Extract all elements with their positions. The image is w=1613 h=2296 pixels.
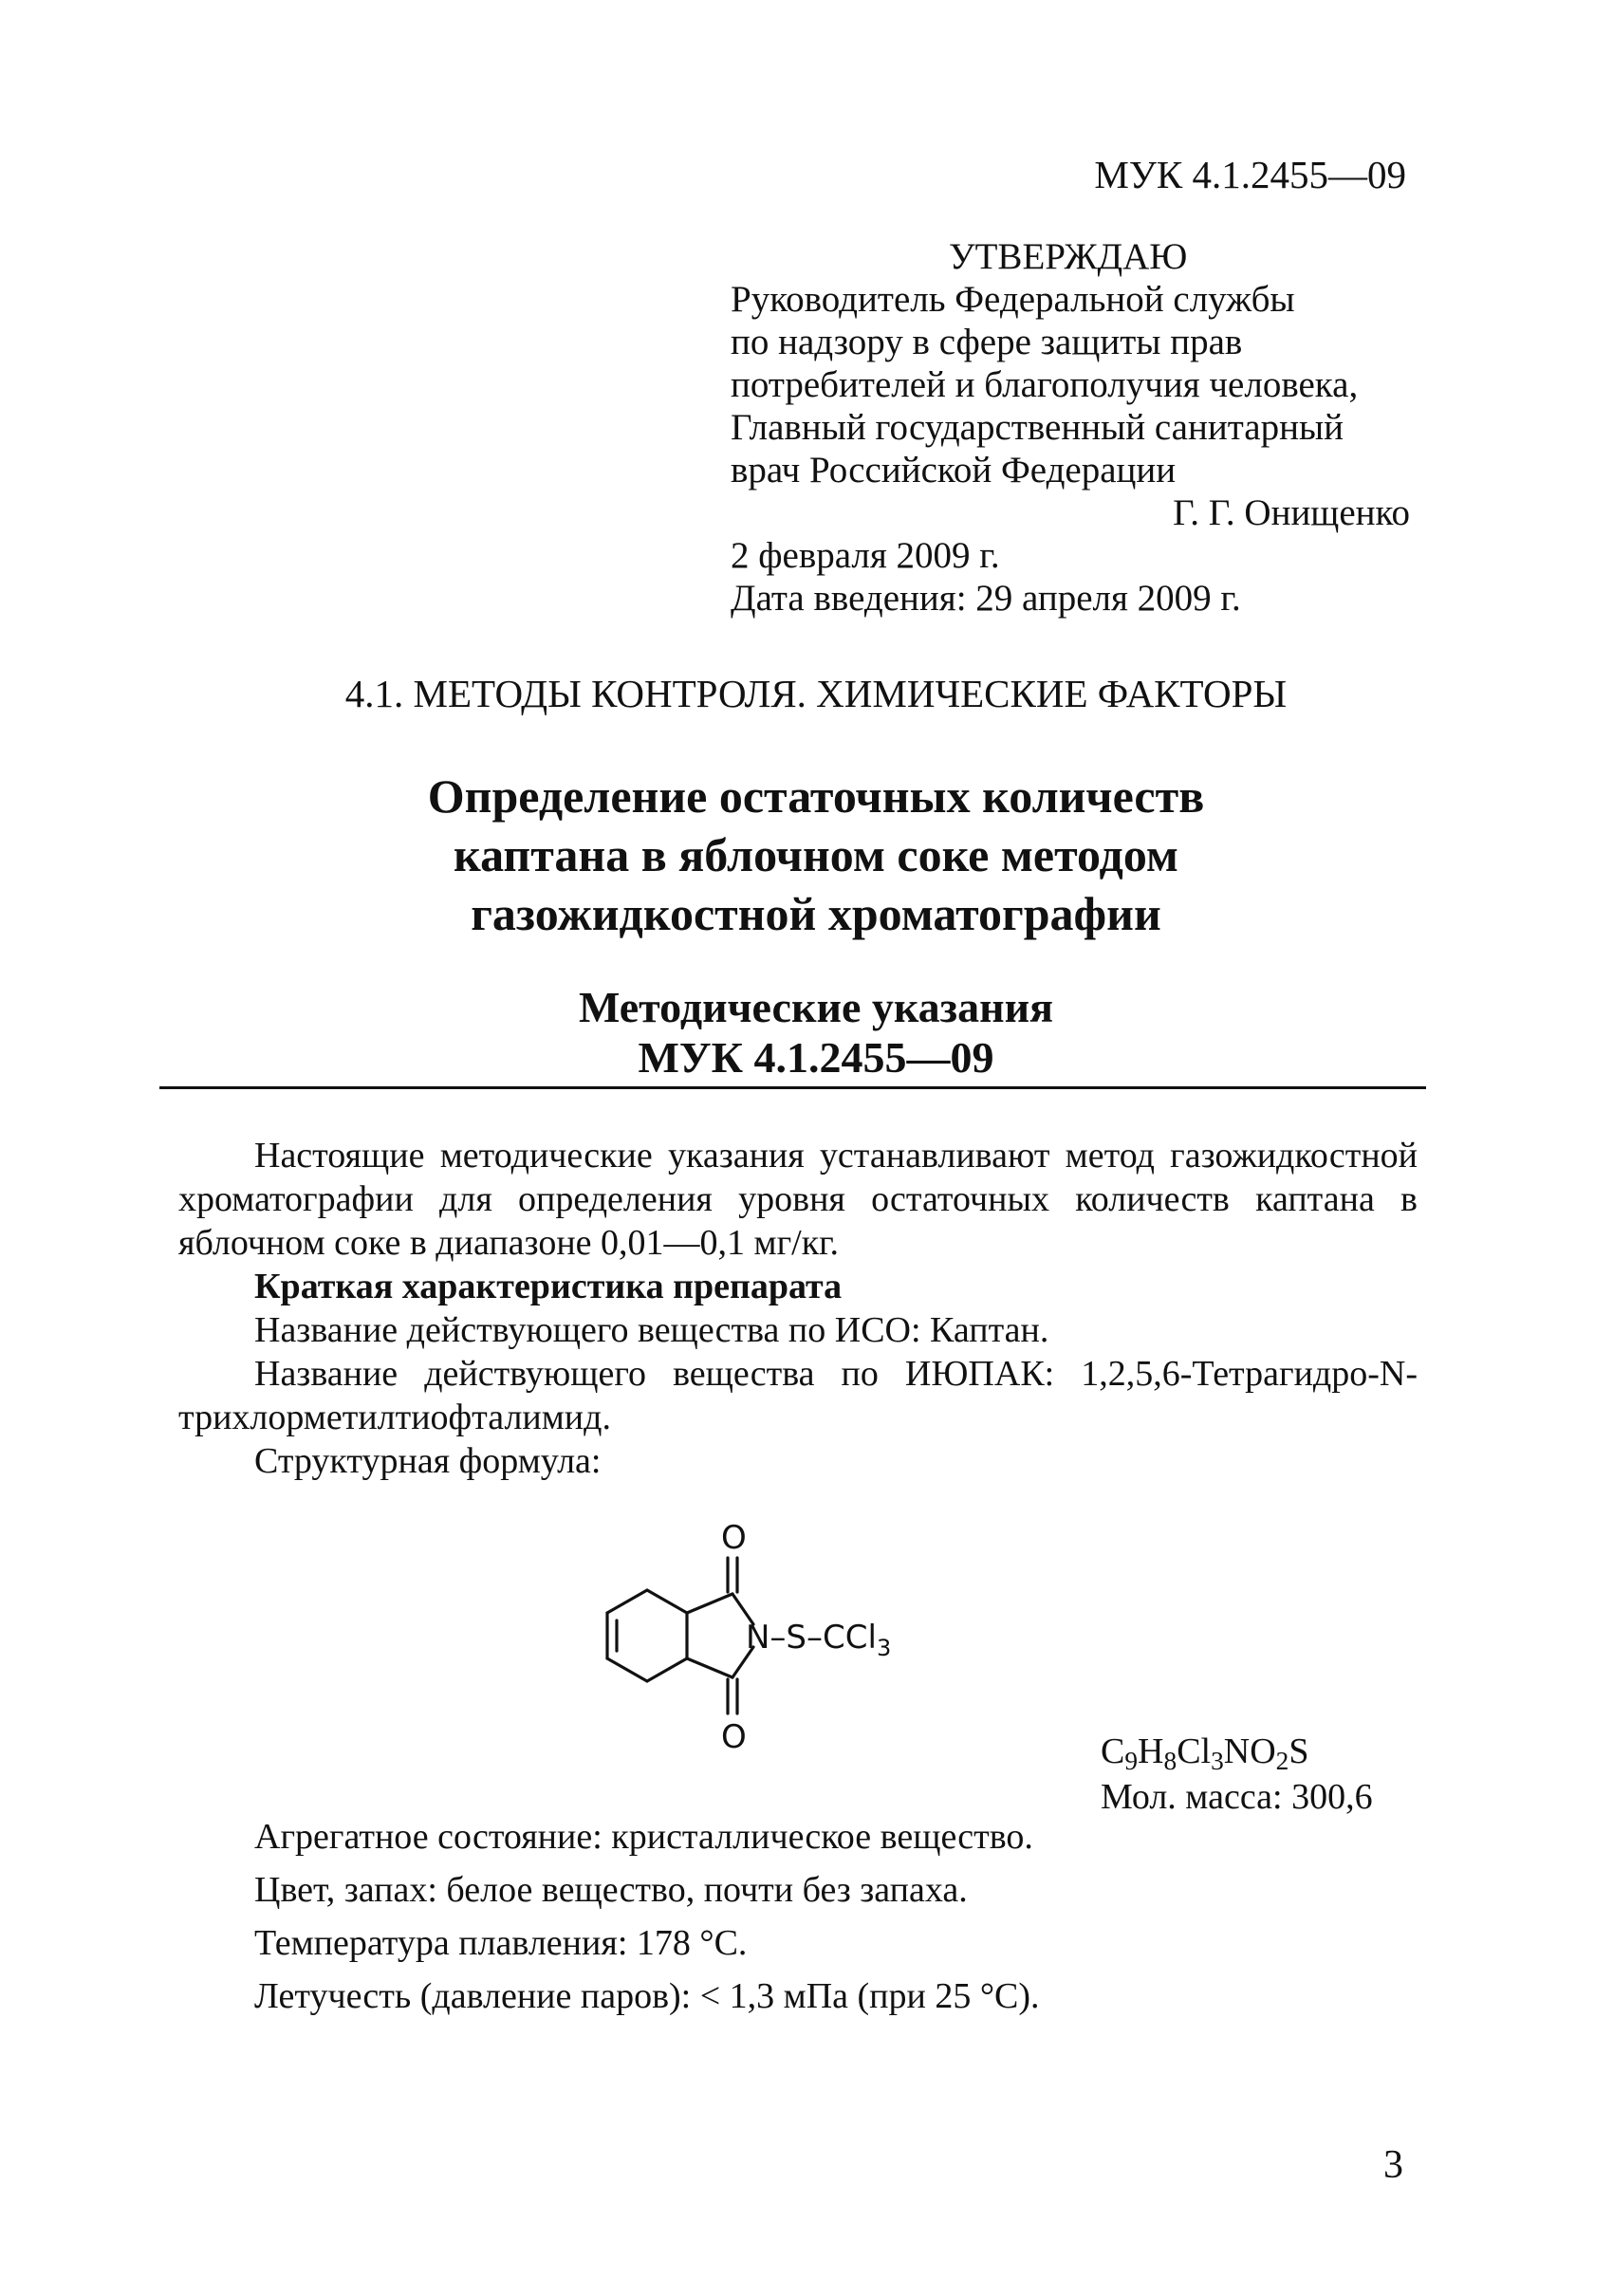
introduction-date: Дата введения: 29 апреля 2009 г. [731,578,1241,619]
approval-date: 2 февраля 2009 г. [731,535,1000,576]
document-code: МУК 4.1.2455—09 [1094,153,1406,196]
approval-line: по надзору в сфере защиты прав [731,322,1243,362]
oxygen-bottom-label: O [721,1718,747,1756]
title-divider [159,1086,1426,1089]
oxygen-top-label: O [721,1519,747,1557]
approval-title: УТВЕРЖДАЮ [949,236,1188,277]
subtitle-line: Методические указания [578,983,1054,1031]
formula-element: Cl [1177,1731,1212,1771]
property-line: Цвет, запах: белое вещество, почти без запаха. [254,1870,968,1910]
formula-label: Структурная формула: [254,1441,602,1481]
property-line: Летучесть (давление паров): < 1,3 мПа (при 25 °С). [254,1976,1040,2016]
approval-line: врач Российской Федерации [731,450,1177,491]
formula-subscript: 8 [1163,1746,1177,1775]
iupac-name: Название действующего вещества по ИЮПАК: 1,2,5,6-Тетрагидро-N-трихлорметилтиофталимид. [178,1354,1418,1437]
ring-bond [607,1658,647,1681]
formula-element: S [1289,1731,1309,1771]
formula-element: NO [1223,1731,1276,1771]
ring-bond [607,1590,647,1613]
title-line: газожидкостной хроматографии [471,887,1161,940]
approval-line: Руководитель Федеральной службы [731,279,1295,320]
property-line: Температура плавления: 178 °С. [254,1923,748,1963]
properties-list [254,1810,1040,2023]
molecular-formula [1101,1729,1373,1774]
ring-bond [647,1658,687,1681]
document-subtitle [0,982,1613,1083]
substituent-text: N–S–CCl [746,1619,877,1657]
section-heading: 4.1. МЕТОДЫ КОНТРОЛЯ. ХИМИЧЕСКИЕ ФАКТОРЫ [344,672,1288,715]
intro-paragraph: Настоящие методические указания устанавливают метод газожидкостной хроматографии для определения уровня остаточных количеств каптана в яблочном соке в диапазоне 0,01—0,1 мг/кг. [178,1136,1418,1263]
approval-signer: Г. Г. Онищенко [1173,492,1410,533]
document-title [0,767,1613,943]
characteristic-heading: Краткая характеристика препарата [254,1267,843,1306]
formula-subscript: 3 [1211,1746,1224,1775]
substituent-subscript: 3 [876,1635,892,1661]
molecular-mass: Мол. масса: 300,6 [1101,1777,1373,1817]
approval-block [731,235,1414,620]
imide-bond [687,1594,732,1613]
subtitle-line: МУК 4.1.2455—09 [638,1033,994,1082]
title-line: каптана в яблочном соке методом [454,828,1178,881]
formula-subscript: 2 [1275,1746,1289,1775]
iso-name: Название действующего вещества по ИСО: Каптан. [254,1310,1049,1350]
imide-bond [687,1658,732,1677]
molecular-info [1101,1729,1373,1820]
structural-formula [588,1490,1044,1774]
property-line: Агрегатное состояние: кристаллическое вещество. [254,1817,1033,1857]
page-number: 3 [1383,2143,1403,2187]
approval-line: Главный государственный санитарный [731,407,1344,448]
captan-structure-diagram [588,1490,1044,1774]
ring-bond [647,1590,687,1613]
substituent-label [746,1619,891,1661]
formula-subscript: 9 [1124,1746,1139,1775]
title-line: Определение остаточных количеств [427,769,1205,823]
approval-line: потребителей и благополучия человека, [731,364,1359,405]
formula-element: H [1138,1731,1164,1771]
body-text [178,1134,1418,1483]
formula-element: C [1101,1731,1125,1771]
